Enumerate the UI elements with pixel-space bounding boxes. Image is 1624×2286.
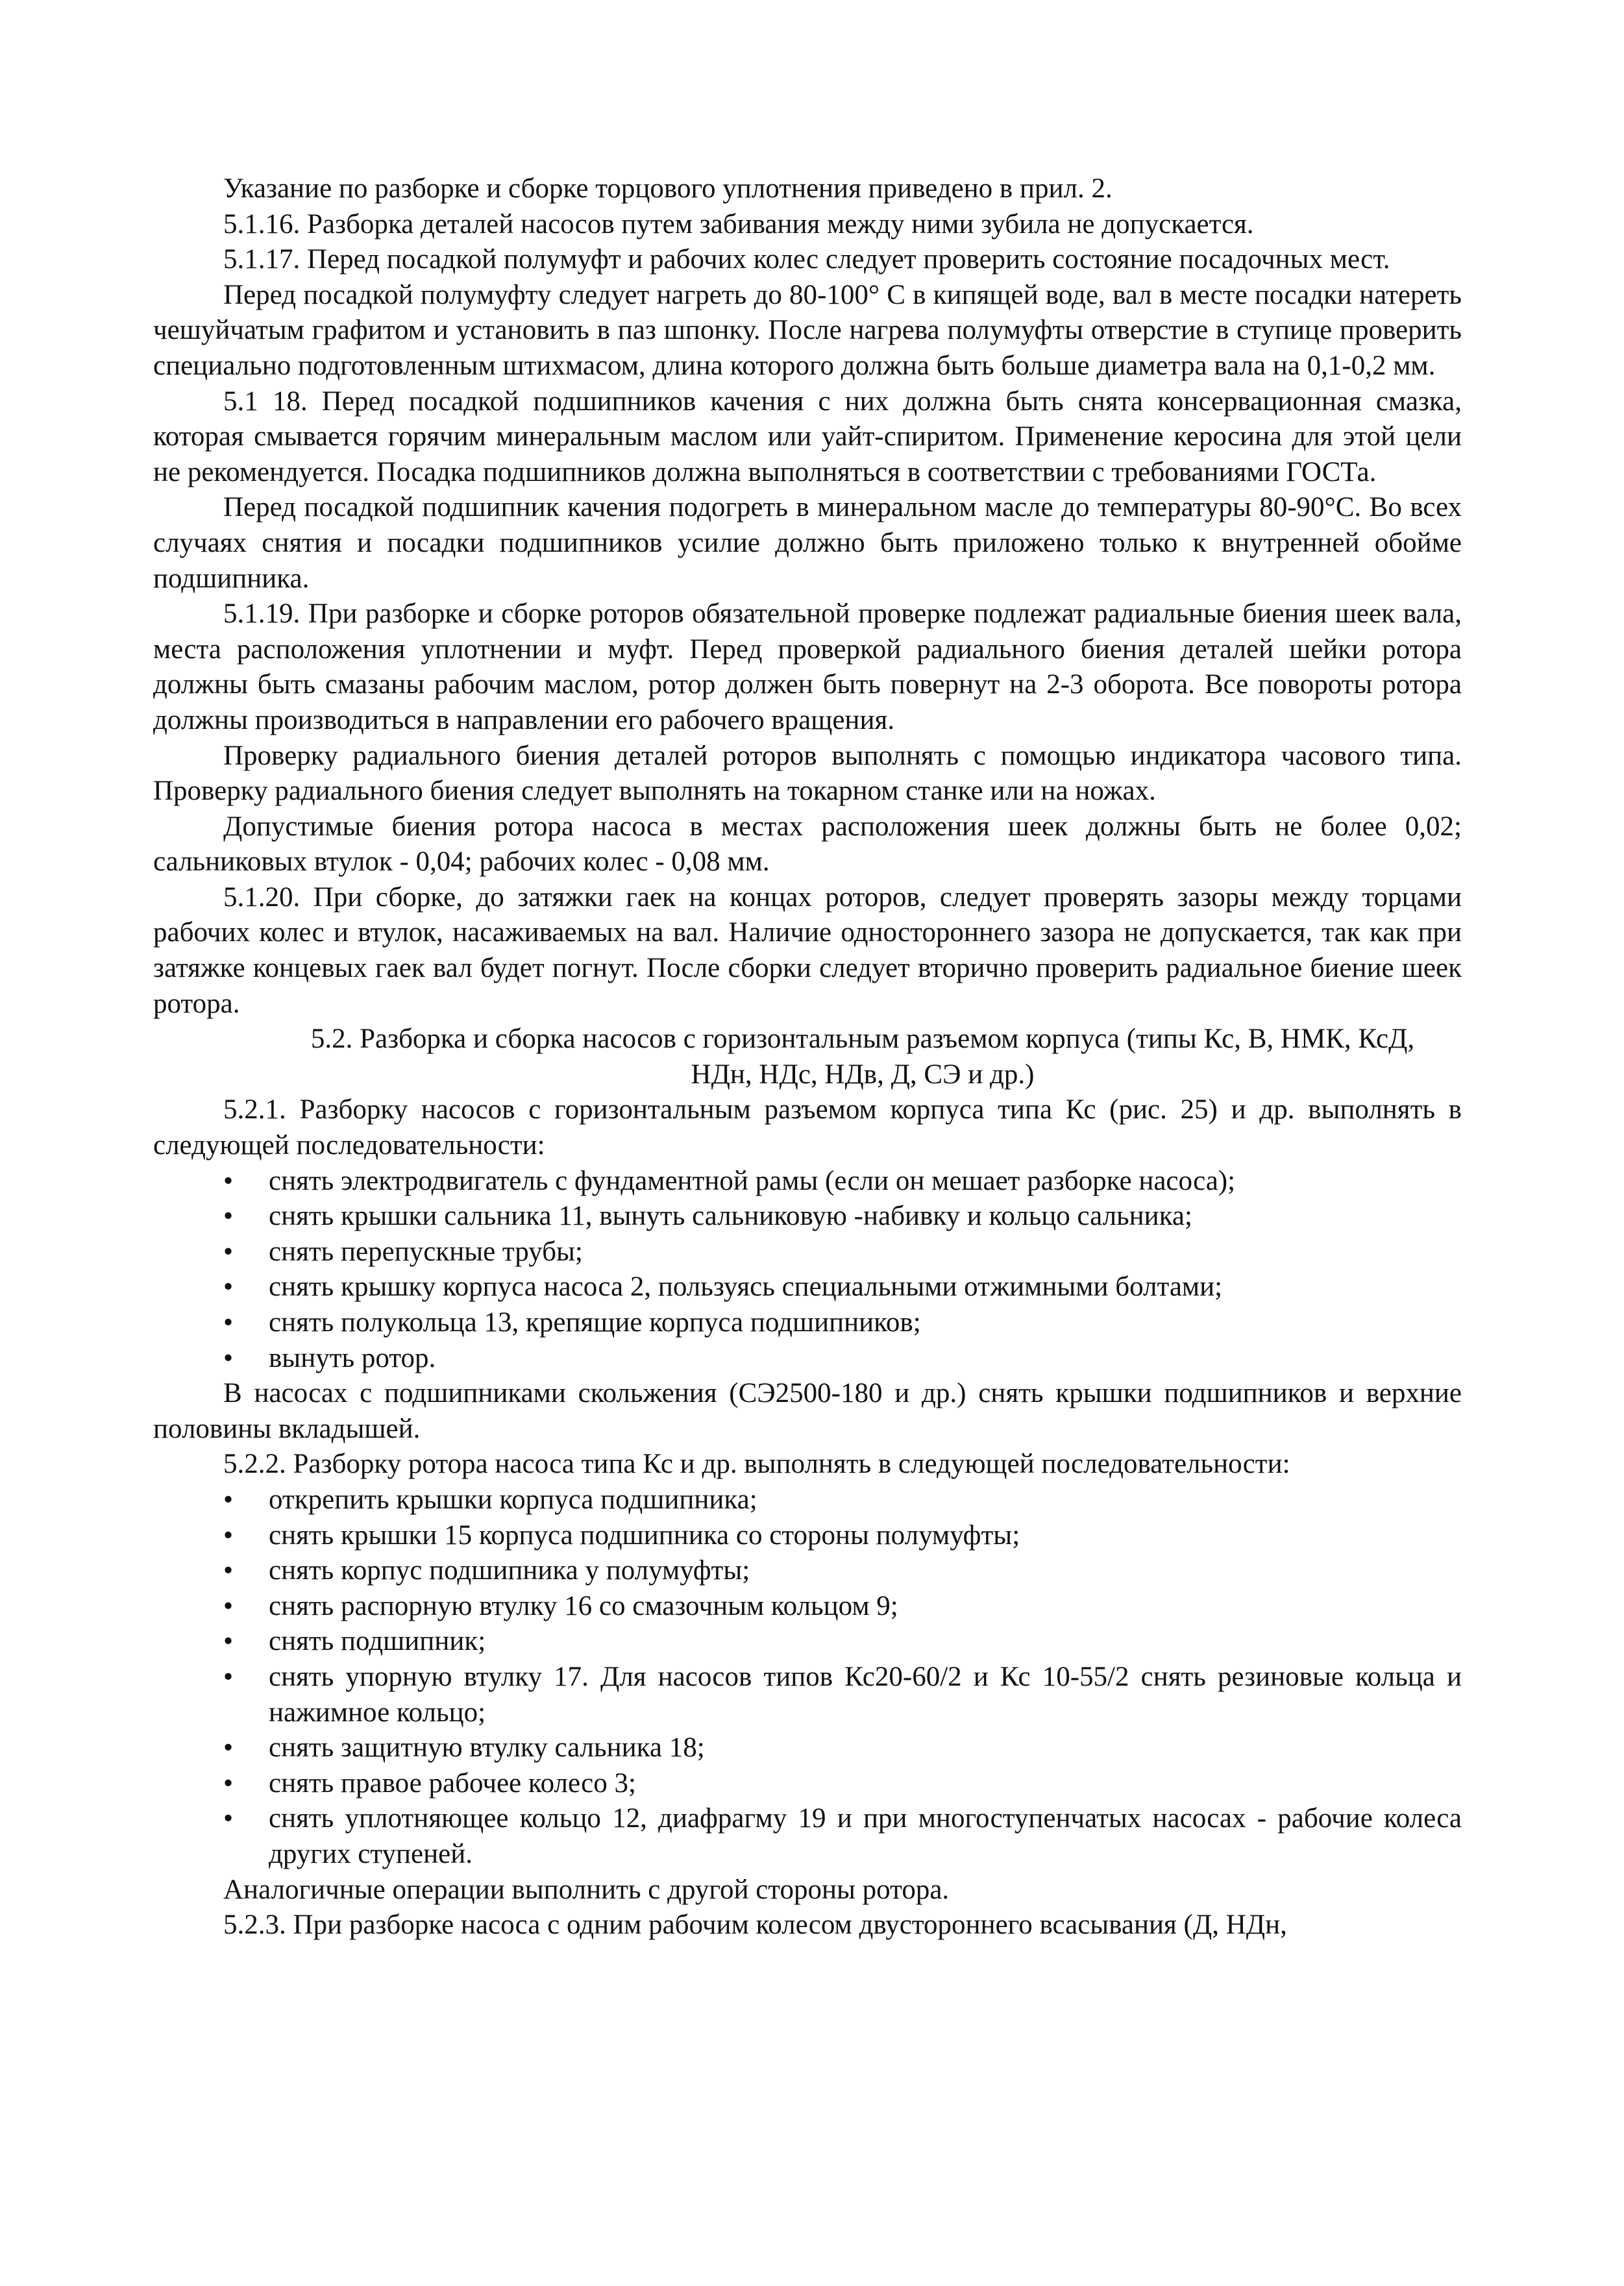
paragraph-5-1-16: 5.1.16. Разборка деталей насосов путем забивания между ними зубила не допускается. <box>223 208 1254 240</box>
list-item: • снять защитную втулку сальника 18; <box>269 1730 1462 1766</box>
paragraph-5-2-2: 5.2.2. Разборку ротора насоса типа Кс и др. выполнять в следующей последовательности: <box>223 1449 1290 1480</box>
list-item: • снять корпус подшипника у полумуфты; <box>269 1553 1462 1589</box>
list-item: • снять подшипник; <box>269 1624 1462 1660</box>
paragraph-5-1-19: 5.1.19. При разборке и сборке роторов обязательной проверке подлежат радиальные биения шеек вала, места расположения уплотнении и муфт. Перед проверкой радиального биения деталей шейки ротора должны быть смазаны рабочим маслом, ротор должен быть повернут на 2-3 оборота. Все повороты ротора должны производиться в направлении его рабочего вращения. <box>153 598 1462 735</box>
paragraph-seal-instruction: Указание по разборке и сборке торцового уплотнения приведено в прил. 2. <box>223 173 1113 204</box>
paragraph-5-1-17: 5.1.17. Перед посадкой полумуфт и рабочих колес следует проверить состояние посадочных мест. <box>223 244 1390 275</box>
list-pump-disassembly <box>153 1164 1462 1377</box>
list-item: • снять электродвигатель с фундаментной рамы (если он мешает разборке насоса); <box>269 1164 1462 1199</box>
list-item: • снять крышки сальника 11, вынуть сальниковую -набивку и кольцо сальника; <box>269 1199 1462 1235</box>
list-item: • снять крышки 15 корпуса подшипника со стороны полумуфты; <box>269 1518 1462 1554</box>
list-item: • снять упорную втулку 17. Для насосов типов Кс20-60/2 и Кс 10-55/2 снять резиновые кольца и нажимное кольцо; <box>269 1660 1462 1730</box>
paragraph-5-1-18: 5.1 18. Перед посадкой подшипников качения с них должна быть снята консервационная смазка, которая смывается горячим минеральным маслом или уайт-спиритом. Применение керосина для этой цели не рекомендуется. Посадка подшипников должна выполняться в соответствии с требованиями ГОСТа. <box>153 386 1462 487</box>
paragraph-bearing-heating: Перед посадкой подшипник качения подогреть в минеральном масле до температуры 80-90°С. Во всех случаях снятия и посадки подшипников усилие должно быть приложено только к внутренней обойме подшипника. <box>153 492 1462 594</box>
paragraph-runout-check: Проверку радиального биения деталей роторов выполнять с помощью индикатора часового типа. Проверку радиального биения следует выполнять на токарном станке или на ножах. <box>153 740 1462 807</box>
paragraph-5-2-1: 5.2.1. Разборку насосов с горизонтальным разъемом корпуса типа Кс (рис. 25) и др. выполнять в следующей последовательности: <box>153 1094 1462 1161</box>
list-item: • снять распорную втулку 16 со смазочным кольцом 9; <box>269 1589 1462 1625</box>
list-item: • снять крышку корпуса насоса 2, пользуясь специальными отжимными болтами; <box>269 1270 1462 1305</box>
paragraph-allowed-runout: Допустимые биения ротора насоса в местах расположения шеек должны быть не более 0,02; сальниковых втулок - 0,04; рабочих колес - 0,08 мм. <box>153 811 1462 878</box>
paragraph-sliding-bearings: В насосах с подшипниками скольжения (СЭ2500-180 и др.) снять крышки подшипников и верхние половины вкладышей. <box>153 1378 1462 1444</box>
paragraph-5-2-3: 5.2.3. При разборке насоса с одним рабочим колесом двустороннего всасывания (Д, НДн, <box>223 1910 1287 1941</box>
paragraph-analogous-operations: Аналогичные операции выполнить с другой стороны ротора. <box>223 1874 950 1905</box>
list-item: • снять уплотняющее кольцо 12, диафрагму 19 и при многоступенчатых насосах - рабочие колеса других ступеней. <box>269 1801 1462 1872</box>
list-item: • вынуть ротор. <box>269 1341 1462 1377</box>
list-item: • открепить крышки корпуса подшипника; <box>269 1482 1462 1518</box>
list-rotor-disassembly <box>153 1482 1462 1873</box>
list-item: • снять полукольца 13, крепящие корпуса подшипников; <box>269 1305 1462 1341</box>
list-item: • снять правое рабочее колесо 3; <box>269 1766 1462 1802</box>
list-item: • снять перепускные трубы; <box>269 1235 1462 1270</box>
paragraph-5-1-20: 5.1.20. При сборке, до затяжки гаек на концах роторов, следует проверять зазоры между торцами рабочих колес и втулок, насаживаемых на вал. Наличие одностороннего зазора не допускается, так как при затяжке концевых гаек вал будет погнут. После сборки следует вторично проверить радиальное биение шеек ротора. <box>153 881 1462 1019</box>
document-body <box>153 171 1462 1943</box>
section-heading-5-2: 5.2. Разборка и сборка насосов с горизонтальным разъемом корпуса (типы Кс, В, НМК, КсД, НДн, НДс, НДв, Д, СЭ и др.) <box>310 1024 1415 1090</box>
paragraph-half-coupling-fit: Перед посадкой полумуфту следует нагреть до 80-100° С в кипящей воде, вал в месте посадки натереть чешуйчатым графитом и установить в паз шпонку. После нагрева полумуфты отверстие в ступице проверить специально подготовленным штихмасом, длина которого должна быть больше диаметра вала на 0,1-0,2 мм. <box>153 279 1462 381</box>
